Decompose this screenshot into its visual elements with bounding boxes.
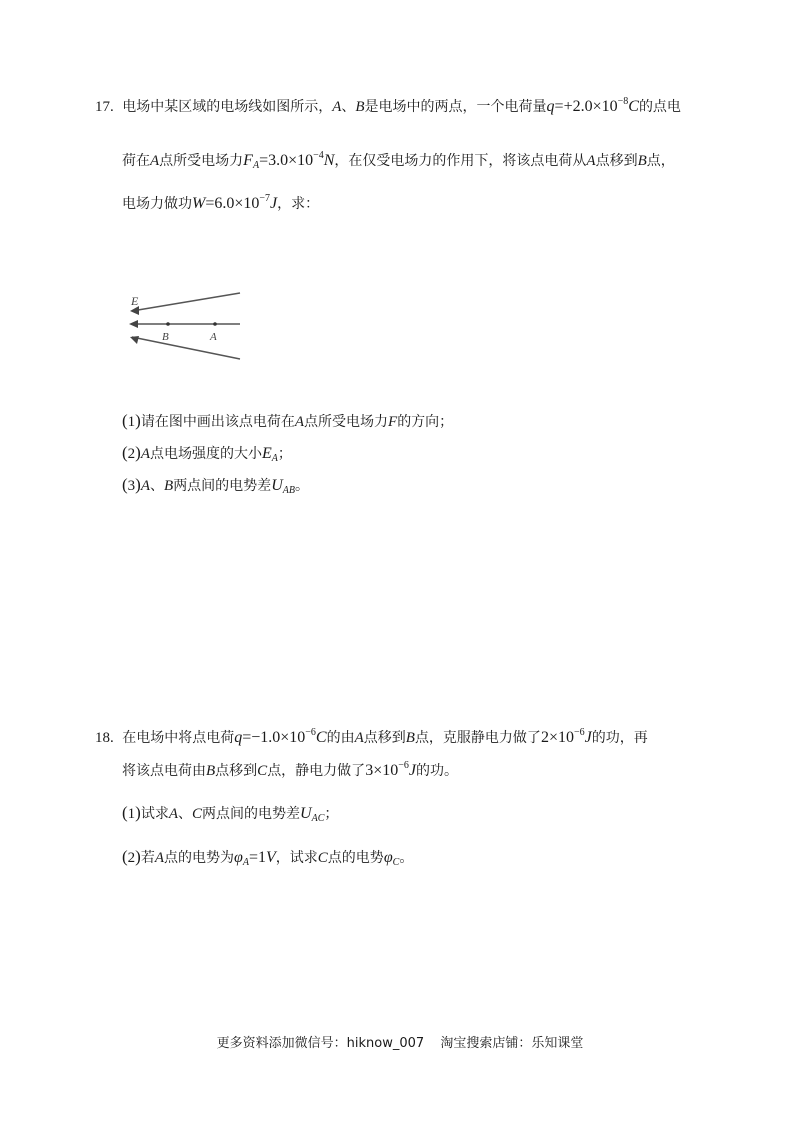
page-footer: 更多资料添加微信号：hiknow_007 淘宝搜索店铺：乐知课堂: [216, 1036, 584, 1051]
electric-field-figure: [120, 285, 250, 370]
point-B: [166, 322, 170, 326]
q18-line-1: 18. 在电场中将点电荷$q=-1.0\times 10^{-6}C$的由A点移到B点，克服静电力做了$2\times 10^{-6}J$的功，再: [95, 727, 648, 746]
q17-force-F: F: [243, 152, 253, 169]
q17-charge-q: q: [546, 98, 555, 115]
q17-line-3: 电场力做功$W=6.0\times 10^{-7}J$，求：: [122, 193, 320, 212]
q17-sub-3: (3)A、B两点间的电势差$U_{AB}$。: [122, 475, 309, 496]
field-line-top: [132, 293, 240, 311]
label-B: B: [162, 331, 169, 343]
field-line-bottom: [132, 337, 240, 359]
arrowhead-bottom: [130, 336, 139, 344]
label-E: E: [131, 294, 139, 308]
q17-sub-1: (1)请在图中画出该点电荷在A点所受电场力F的方向；: [122, 411, 454, 430]
wechat-id: hiknow_007: [346, 1036, 425, 1051]
q17-number: 17.: [95, 99, 114, 115]
q18-line-2: 将该点电荷由B点移到C点，静电力做了$3\times 10^{-6}J$的功。: [122, 760, 458, 779]
q17-work-W: W: [192, 195, 206, 212]
point-A: [213, 322, 217, 326]
q18-sub-2: (2)若A点的电势为$\varphi_A=1V$，试求C点的电势$\varphi_C$。: [122, 847, 414, 868]
q17-line-2: 荷在A点所受电场力$F_A=3.0\times 10^{-4}N$，在仅受电场力的作用下，将该点电荷从A点移到B点，: [122, 150, 675, 171]
q18-number: 18.: [95, 730, 114, 746]
q18-sub-1: (1)试求A、C两点间的电势差$U_{AC}$；: [122, 803, 339, 824]
q17-sub-2: (2)A点电场强度的大小$E_A$；: [122, 443, 292, 464]
shop-name: 乐知课堂: [531, 1036, 584, 1051]
q17-line-1: 17. 电场中某区域的电场线如图所示，A、B是电场中的两点，一个电荷量$q=+2.0\times 10^{-8}C$的点电: [95, 96, 681, 115]
arrowhead-middle: [129, 320, 138, 328]
label-A: A: [210, 331, 217, 343]
